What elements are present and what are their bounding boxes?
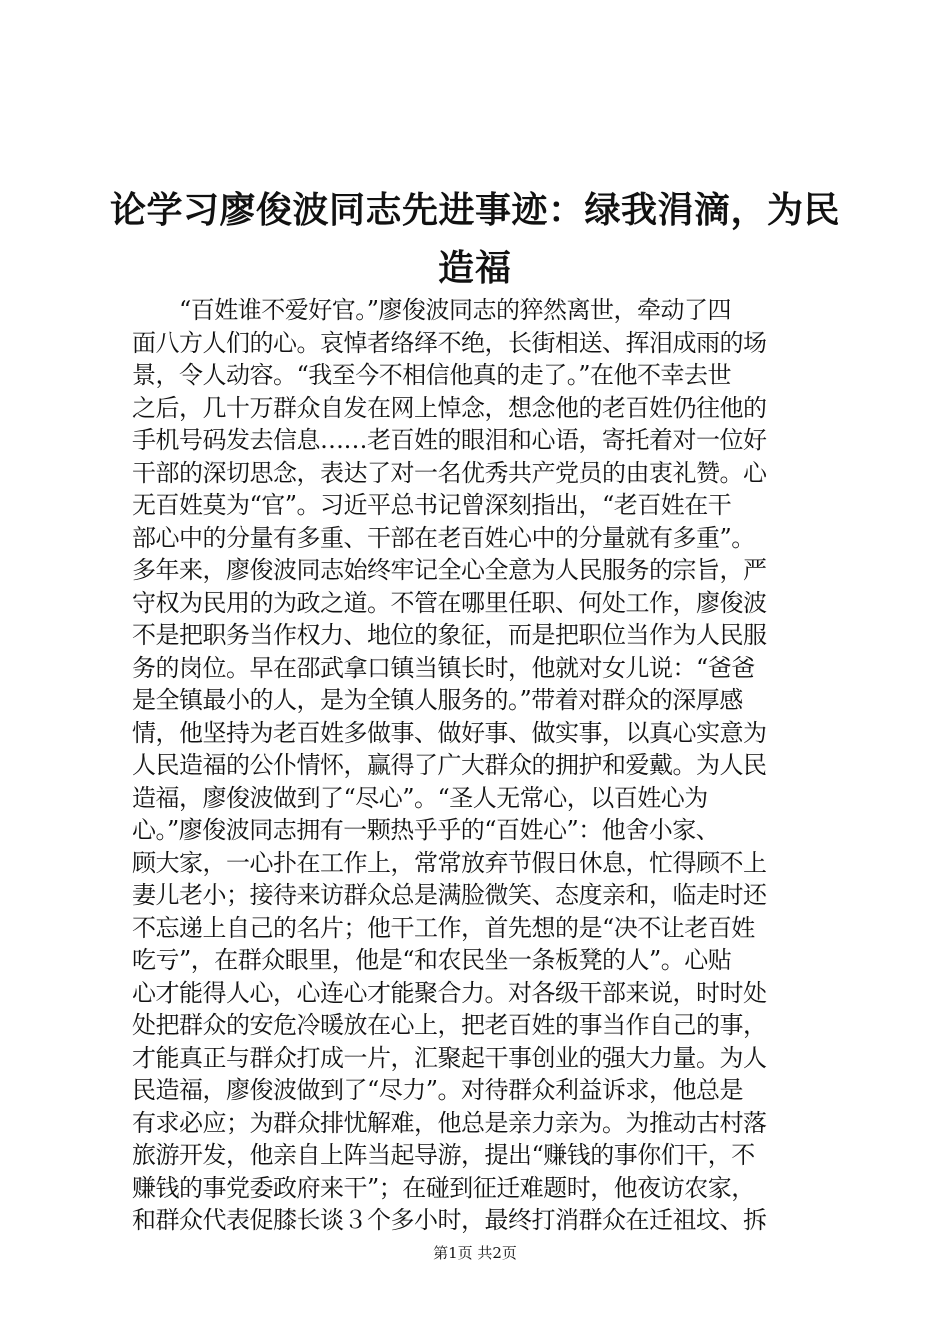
- body-text-line: 妻儿老小；接待来访群众总是满脸微笑、态度亲和，临走时还: [132, 881, 767, 909]
- body-text-line: 人民造福的公仆情怀，赢得了广大群众的拥护和爱戴。为人民: [132, 751, 767, 779]
- body-text-line: 景，令人动容。“我至今不相信他真的走了。”在他不幸去世: [132, 361, 732, 389]
- body-text-line: 务的岗位。早在邵武拿口镇当镇长时，他就对女儿说：“爸爸: [132, 653, 755, 682]
- body-text-line: 顾大家，一心扑在工作上，常常放弃节假日休息，忙得顾不上: [132, 848, 767, 877]
- body-text-line: 心。”廖俊波同志拥有一颗热乎乎的“百姓心”：他舍小家、: [132, 816, 720, 844]
- document-title-line-2: 造福: [437, 247, 512, 289]
- body-text-line: 无百姓莫为“官”。习近平总书记曾深刻指出，“老百姓在干: [132, 491, 732, 519]
- document-body: [132, 294, 832, 1237]
- body-text-line: 和群众代表促膝长谈３个多小时，最终打消群众在迁祖坟、拆: [132, 1206, 767, 1234]
- document-title-line-1: 论学习廖俊波同志先进事迹：绿我涓滴，为民: [110, 189, 841, 231]
- body-text-line: “百姓谁不爱好官。”廖俊波同志的猝然离世，牵动了四: [132, 296, 732, 324]
- body-text-line: 手机号码发去信息……老百姓的眼泪和心语，寄托着对一位好: [132, 426, 767, 454]
- body-text-line: 之后，几十万群众自发在网上悼念，想念他的老百姓仍往他的: [132, 393, 767, 422]
- body-text-line: 面八方人们的心。哀悼者络绎不绝，长街相送、挥泪成雨的场: [132, 328, 767, 357]
- body-text-line: 干部的深切思念，表达了对一名优秀共产党员的由衷礼赞。心: [132, 458, 767, 487]
- body-text-line: 守权为民用的为政之道。不管在哪里任职、何处工作，廖俊波: [132, 588, 767, 617]
- body-text-line: 部心中的分量有多重、干部在老百姓心中的分量就有多重”。: [132, 523, 755, 552]
- body-text-line: 赚钱的事党委政府来干”；在碰到征迁难题时，他夜访农家，: [132, 1173, 755, 1202]
- body-text-line: 情，他坚持为老百姓多做事、做好事、做实事，以真心实意为: [132, 718, 767, 747]
- body-text-line: 处把群众的安危冷暖放在心上，把老百姓的事当作自己的事，: [132, 1011, 767, 1039]
- body-text-line: 旅游开发，他亲自上阵当起导游，提出“赚钱的事你们干，不: [132, 1141, 755, 1169]
- body-text-line: 不忘递上自己的名片；他干工作，首先想的是“决不让老百姓: [132, 913, 755, 942]
- body-text-line: 有求必应；为群众排忧解难，他总是亲力亲为。为推动古村落: [132, 1108, 767, 1137]
- body-text-line: 多年来，廖俊波同志始终牢记全心全意为人民服务的宗旨，严: [132, 556, 767, 584]
- body-text-line: 是全镇最小的人，是为全镇人服务的。”带着对群众的深厚感: [132, 686, 743, 714]
- body-text-line: 吃亏”，在群众眼里，他是“和农民坐一条板凳的人”。心贴: [132, 946, 732, 974]
- body-text-line: 不是把职务当作权力、地位的象征，而是把职位当作为人民服: [132, 621, 767, 649]
- body-text-line: 才能真正与群众打成一片，汇聚起干事创业的强大力量。为人: [132, 1043, 767, 1072]
- body-text-line: 民造福，廖俊波做到了“尽力”。对待群众利益诉求，他总是: [132, 1076, 744, 1104]
- body-text-line: 心才能得人心，心连心才能聚合力。对各级干部来说，时时处: [132, 978, 767, 1007]
- body-text-line: 造福，廖俊波做到了“尽心”。“圣人无常心，以百姓心为: [132, 783, 708, 812]
- page-footer: 第1页 共2页: [433, 1244, 517, 1262]
